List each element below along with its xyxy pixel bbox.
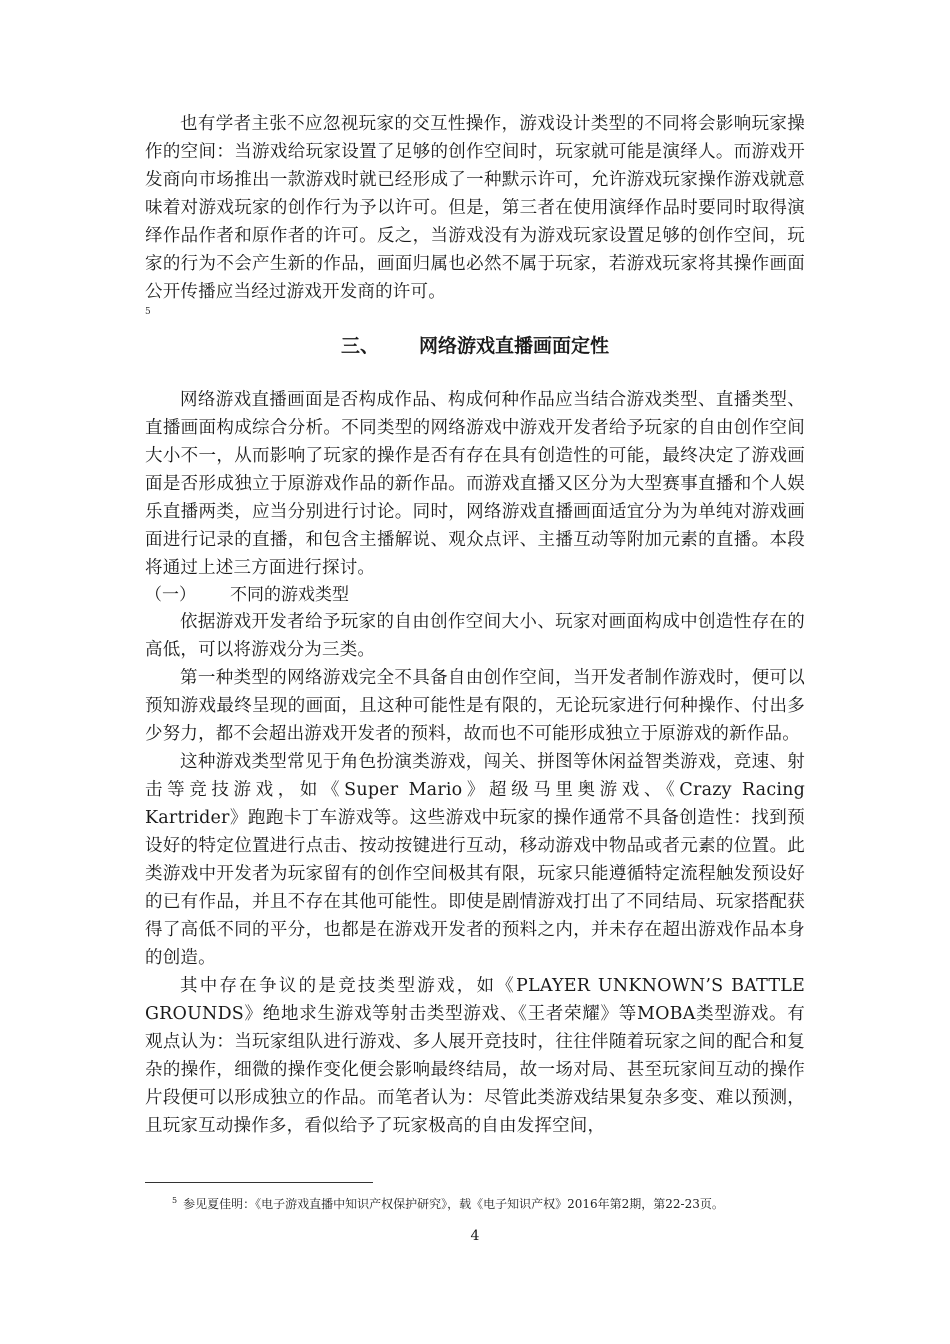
section-heading	[145, 332, 805, 360]
paragraph-1: 也有学者主张不应忽视玩家的交互性操作，游戏设计类型的不同将会影响玩家操作的空间：当游戏给玩家设置了足够的创作空间时，玩家就可能是演绎人。而游戏开发商向市场推出一款游戏时就已经形成了一种默示许可，允许游戏玩家操作游戏就意味着对游戏玩家的创作行为予以许可。但是，第三者在使用演绎作品时要同时取得演绎作品作者和原作者的许可。反之，当游戏没有为游戏玩家设置足够的创作空间，玩家的行为不会产生新的作品，画面归属也必然不属于玩家，若游戏玩家将其操作画面公开传播应当经过游戏开发商的许可。	[145, 114, 805, 302]
footnote-divider	[145, 1182, 373, 1183]
section-number: 三、	[340, 335, 379, 357]
paragraph-5: 这种游戏类型常见于角色扮演类游戏，闯关、拼图等休闲益智类游戏，竞速、射击等竞技游戏，如《Super Mario》超级马里奥游戏、《Crazy Racing Kartrider》跑跑卡丁车游戏等。这些游戏中玩家的操作通常不具备创造性：找到预设好的特定位置进行点击、按动按键进行互动，移动游戏中物品或者元素的位置。此类游戏中开发者为玩家留有的创作空间极其有限，玩家只能遵循特定流程触发预设好的已有作品，并且不存在其他可能性。即使是剧情游戏打出了不同结局、玩家搭配获得了高低不同的平分，也都是在游戏开发者的预料之内，并未存在超出游戏作品本身的创造。	[145, 752, 805, 968]
footnote-text: 参见夏佳明：《电子游戏直播中知识产权保护研究》，载《电子知识产权》2016年第2期，第22-23页。	[183, 1197, 724, 1211]
page-number: 4	[470, 1228, 480, 1244]
paragraph-3: 依据游戏开发者给予玩家的自由创作空间大小、玩家对画面构成中创造性存在的高低，可以将游戏分为三类。	[145, 612, 805, 660]
footnote-reference: 5	[145, 307, 151, 317]
footnote	[145, 1190, 805, 1215]
section-title: 网络游戏直播画面定性	[419, 335, 610, 357]
page-body	[145, 110, 805, 1140]
paragraph-2: 网络游戏直播画面是否构成作品、构成何种作品应当结合游戏类型、直播类型、直播画面构成综合分析。不同类型的网络游戏中游戏开发者给予玩家的自由创作空间大小不一，从而影响了玩家的操作是否有存在具有创造性的可能，最终决定了游戏画面是否形成独立于原游戏作品的新作品。而游戏直播又区分为大型赛事直播和个人娱乐直播两类，应当分别进行讨论。同时，网络游戏直播画面适宜分为为单纯对游戏画面进行记录的直播，和包含主播解说、观众点评、主播互动等附加元素的直播。本段将通过上述三方面进行探讨。	[145, 390, 805, 578]
subsection-number: （一）	[145, 585, 196, 605]
subsection-title: 不同的游戏类型	[230, 585, 349, 605]
footnote-mark: 5	[172, 1196, 178, 1205]
subsection-heading	[145, 582, 805, 608]
paragraph-4: 第一种类型的网络游戏完全不具备自由创作空间，当开发者制作游戏时，便可以预知游戏最终呈现的画面，且这种可能性是有限的，无论玩家进行何种操作、付出多少努力，都不会超出游戏开发者的预料，故而也不可能形成独立于原游戏的新作品。	[145, 668, 805, 744]
paragraph-6: 其中存在争议的是竞技类型游戏，如《PLAYER UNKNOWN’S BATTLE GROUNDS》绝地求生游戏等射击类型游戏、《王者荣耀》等MOBA类型游戏。有观点认为：当玩家组队进行游戏、多人展开竞技时，往往伴随着玩家之间的配合和复杂的操作，细微的操作变化便会影响最终结局，故一场对局、甚至玩家间互动的操作片段便可以形成独立的作品。而笔者认为：尽管此类游戏结果复杂多变、难以预测，且玩家互动操作多，看似给予了玩家极高的自由发挥空间，	[145, 976, 805, 1136]
